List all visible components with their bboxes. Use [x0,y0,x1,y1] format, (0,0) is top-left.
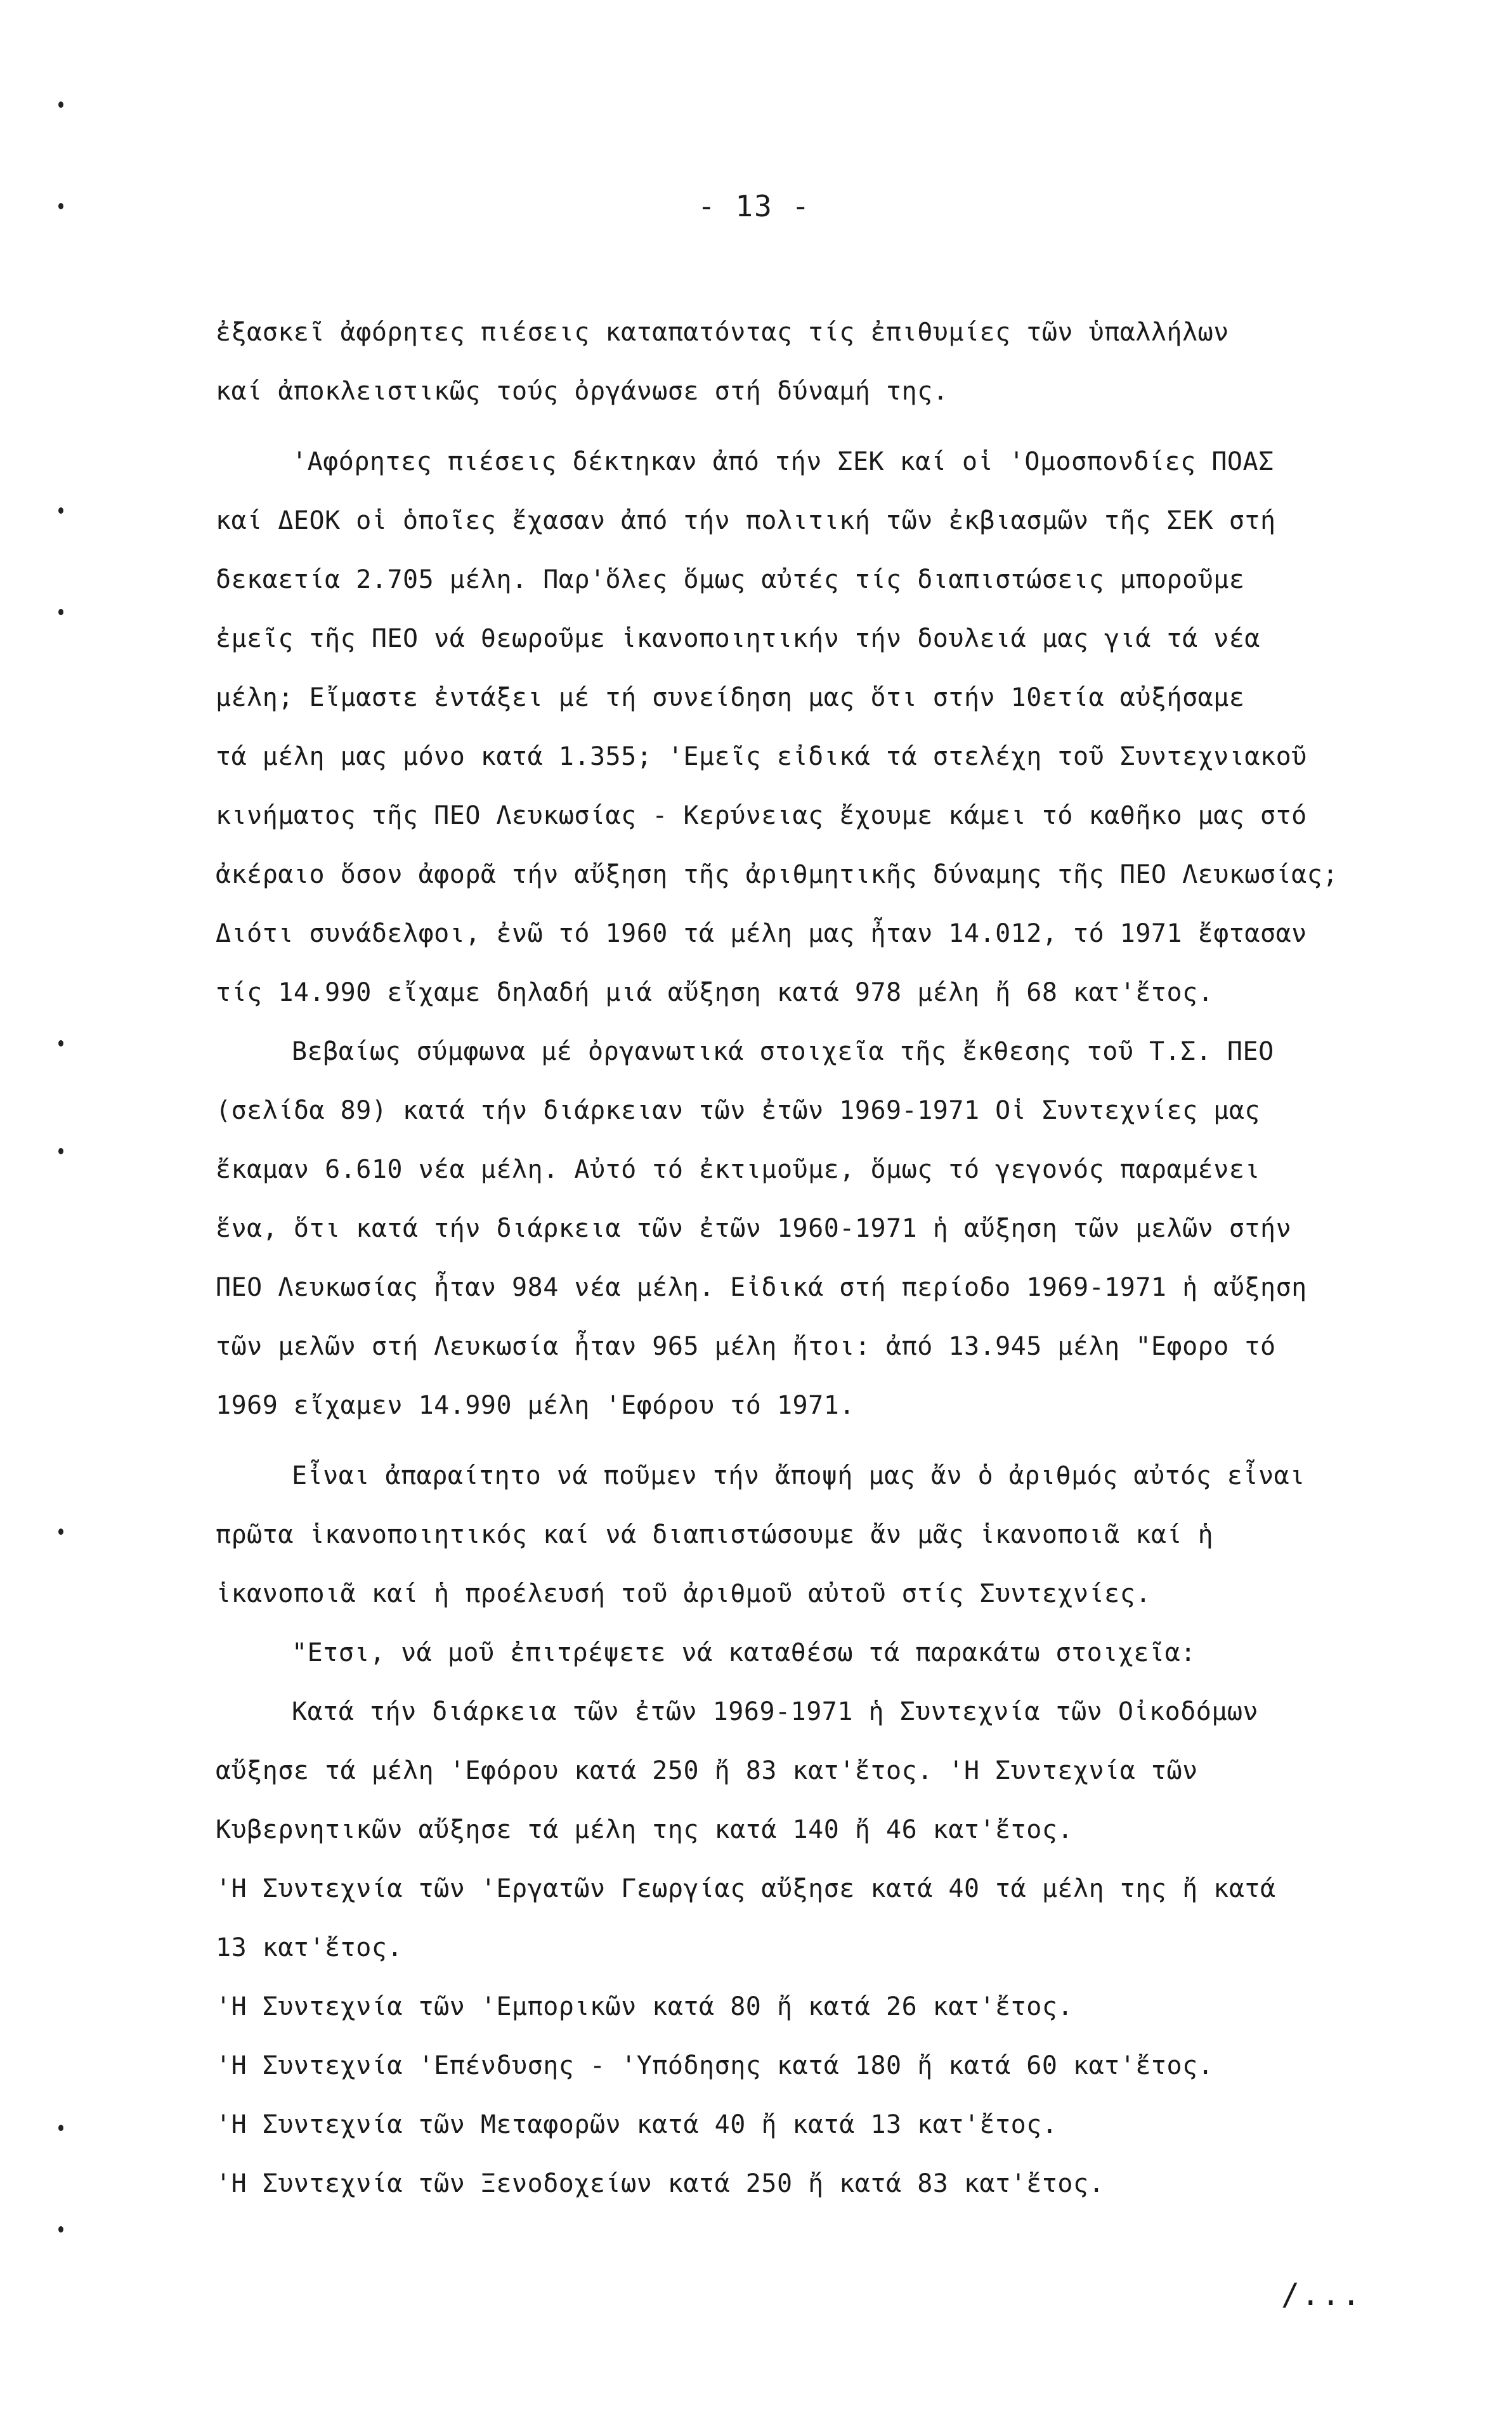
text-line: ἐμεῖς τῆς ΠΕΟ νά θεωροῦμε ἱκανοποιητικήν τήν δουλειά μας γιά τά νέα [216,624,1260,653]
text-line: καί ἀποκλειστικῶς τούς ὀργάνωσε στή δύναμή της. [216,377,949,406]
text-line: 'Η Συντεχνία τῶν Ξενοδοχείων κατά 250 ἤ κατά 83 κατ'ἔτος. [216,2169,1105,2198]
margin-mark [58,507,63,514]
text-line: τῶν μελῶν στή Λευκωσία ἦταν 965 μέλη ἤτοι: ἀπό 13.945 μέλη "Εφορο τό [216,1332,1276,1361]
page-number: - 13 - [698,189,811,223]
text-line: 'Η Συντεχνία 'Επένδυσης - 'Υπόδησης κατά 180 ἤ κατά 60 κατ'ἔτος. [216,2051,1214,2080]
text-line: Κυβερνητικῶν αὔξησε τά μέλη της κατά 140 ἤ 46 κατ'ἔτος. [216,1815,1074,1844]
margin-mark [58,609,63,615]
text-line: 13 κατ'ἔτος. [216,1933,403,1962]
text-line: ΠΕΟ Λευκωσίας ἦταν 984 νέα μέλη. Εἰδικά στή περίοδο 1969-1971 ἡ αὔξηση [216,1273,1307,1302]
margin-mark [58,1148,63,1154]
text-line: (σελίδα 89) κατά τήν διάρκειαν τῶν ἐτῶν 1969-1971 Οἱ Συντεχνίες μας [216,1096,1260,1125]
text-line: καί ΔΕΟΚ οἱ ὁποῖες ἔχασαν ἀπό τήν πολιτική τῶν ἐκβιασμῶν τῆς ΣΕΚ στή [216,506,1276,535]
text-line: Διότι συνάδελφοι, ἐνῶ τό 1960 τά μέλη μας ἦταν 14.012, τό 1971 ἔφτασαν [216,919,1307,948]
text-line: 'Αφόρητες πιέσεις δέκτηκαν ἀπό τήν ΣΕΚ καί οἱ 'Ομοσπονδίες ΠΟΑΣ [292,447,1274,476]
text-line: 'Η Συντεχνία τῶν 'Εργατῶν Γεωργίας αὔξησε κατά 40 τά μέλη της ἤ κατά [216,1874,1276,1903]
text-line: ἐξασκεῖ ἀφόρητες πιέσεις καταπατόντας τίς ἐπιθυμίες τῶν ὑπαλλήλων [216,318,1229,347]
text-line: μέλη; Εἴμαστε ἐντάξει μέ τή συνείδηση μας ὅτι στήν 10ετία αὐξήσαμε [216,683,1245,712]
text-line: Βεβαίως σύμφωνα μέ ὀργανωτικά στοιχεῖα τῆς ἔκθεσης τοῦ Τ.Σ. ΠΕΟ [292,1037,1274,1066]
text-line: ἕνα, ὅτι κατά τήν διάρκεια τῶν ἐτῶν 1960-1971 ἡ αὔξηση τῶν μελῶν στήν [216,1214,1292,1243]
text-line: δεκαετία 2.705 μέλη. Παρ'ὅλες ὅμως αὐτές τίς διαπιστώσεις μποροῦμε [216,565,1245,594]
text-line: ἔκαμαν 6.610 νέα μέλη. Αὐτό τό ἐκτιμοῦμε, ὅμως τό γεγονός παραμένει [216,1155,1260,1184]
margin-mark [58,1040,63,1046]
text-line: Κατά τήν διάρκεια τῶν ἐτῶν 1969-1971 ἡ Συντεχνία τῶν Οἰκοδόμων [292,1697,1259,1726]
text-line: τίς 14.990 εἴχαμε δηλαδή μιά αὔξηση κατά 978 μέλη ἤ 68 κατ'ἔτος. [216,978,1214,1007]
text-line: 1969 εἴχαμεν 14.990 μέλη 'Εφόρου τό 1971. [216,1391,855,1420]
text-line: "Ετσι, νά μοῦ ἐπιτρέψετε νά καταθέσω τά παρακάτω στοιχεῖα: [292,1638,1196,1667]
text-line: 'Η Συντεχνία τῶν Μεταφορῶν κατά 40 ἤ κατά 13 κατ'ἔτος. [216,2110,1058,2139]
document-body [216,303,1370,2214]
text-line: 'Η Συντεχνία τῶν 'Εμπορικῶν κατά 80 ἤ κατά 26 κατ'ἔτος. [216,1992,1074,2021]
margin-mark [58,203,63,209]
continuation-mark: /... [1281,2277,1362,2312]
text-line: πρῶτα ἱκανοποιητικός καί νά διαπιστώσουμε ἄν μᾶς ἱκανοποιᾶ καί ἡ [216,1520,1214,1549]
text-line: τά μέλη μας μόνο κατά 1.355; 'Εμεῖς εἰδικά τά στελέχη τοῦ Συντεχνιακοῦ [216,742,1307,771]
text-line: ἀκέραιο ὅσον ἀφορᾶ τήν αὔξηση τῆς ἀριθμητικῆς δύναμης τῆς ΠΕΟ Λευκωσίας; [216,860,1338,889]
margin-mark [58,101,63,108]
text-line: ἱκανοποιᾶ καί ἡ προέλευσή τοῦ ἀριθμοῦ αὐτοῦ στίς Συντεχνίες. [216,1579,1151,1608]
margin-mark [58,2125,63,2131]
text-line: αὔξησε τά μέλη 'Εφόρου κατά 250 ἤ 83 κατ'ἔτος. 'Η Συντεχνία τῶν [216,1756,1198,1785]
margin-mark [58,1529,63,1535]
text-line: κινήματος τῆς ΠΕΟ Λευκωσίας - Κερύνειας ἔχουμε κάμει τό καθῆκο μας στό [216,801,1307,830]
margin-mark [58,2226,63,2233]
text-line: Εἶναι ἀπαραίτητο νά ποῦμεν τήν ἄποψή μας ἄν ὁ ἀριθμός αὐτός εἶναι [292,1461,1305,1490]
